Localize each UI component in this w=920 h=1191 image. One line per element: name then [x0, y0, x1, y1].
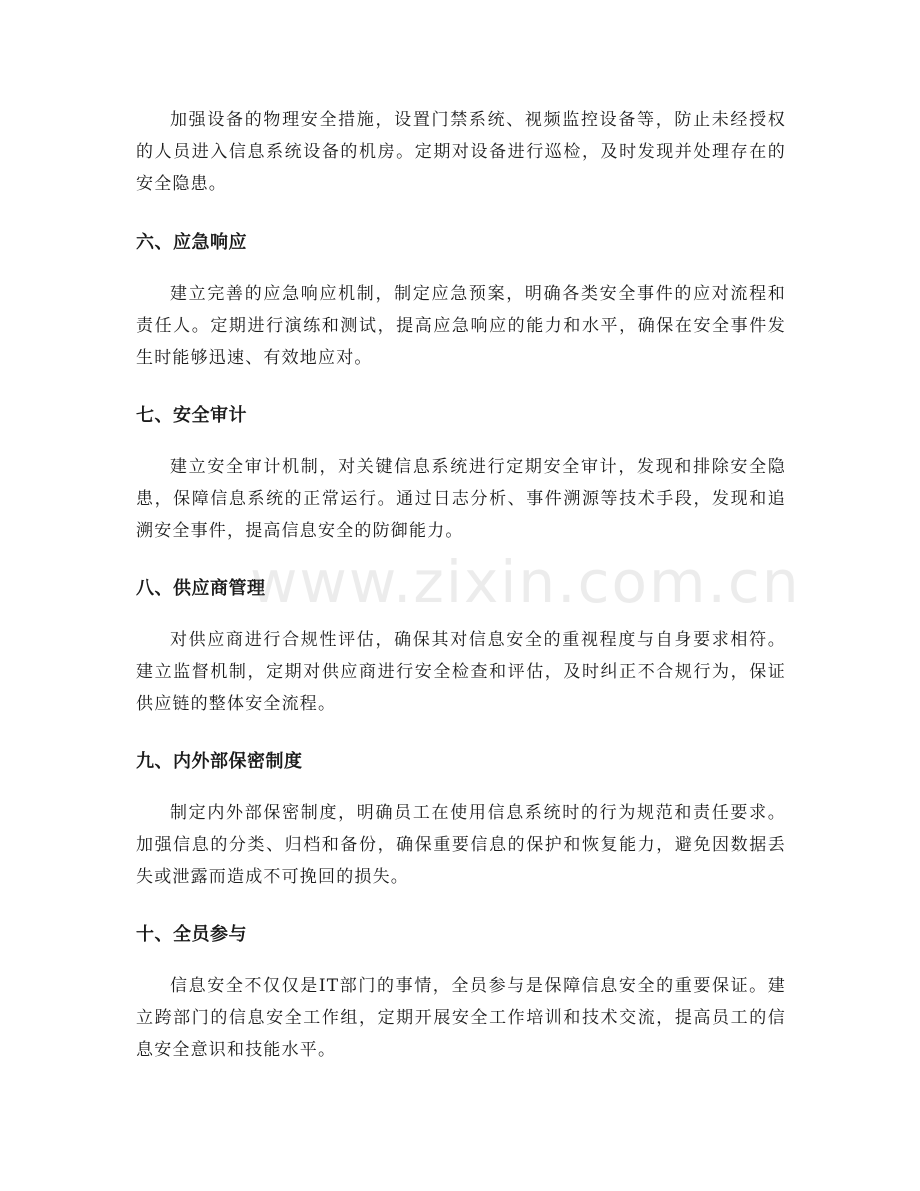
watermark: www.zixin.com.cn — [250, 548, 801, 616]
section-heading-6: 六、应急响应 — [136, 232, 247, 253]
section-heading-7: 七、安全审计 — [136, 405, 247, 426]
section-heading-9: 九、内外部保密制度 — [136, 751, 303, 772]
section-body-9: 制定内外部保密制度，明确员工在使用信息系统时的行为规范和责任要求。加强信息的分类、归档和备份，确保重要信息的保护和恢复能力，避免因数据丢失或泄露而造成不可挽回的损失。 — [136, 803, 786, 887]
section-heading-8: 八、供应商管理 — [136, 578, 266, 599]
intro-paragraph: 加强设备的物理安全措施，设置门禁系统、视频监控设备等，防止未经授权的人员进入信息系统设备的机房。定期对设备进行巡检，及时发现并处理存在的安全隐患。 — [136, 110, 786, 194]
section-body-10: 信息安全不仅仅是IT部门的事情，全员参与是保障信息安全的重要保证。建立跨部门的信息安全工作组，定期开展安全工作培训和技术交流，提高员工的信息安全意识和技能水平。 — [136, 976, 786, 1060]
section-body-6: 建立完善的应急响应机制，制定应急预案，明确各类安全事件的应对流程和责任人。定期进行演练和测试，提高应急响应的能力和水平，确保在安全事件发生时能够迅速、有效地应对。 — [136, 284, 786, 368]
section-heading-10: 十、全员参与 — [136, 924, 247, 945]
section-body-7: 建立安全审计机制，对关键信息系统进行定期安全审计，发现和排除安全隐患，保障信息系统的正常运行。通过日志分析、事件溯源等技术手段，发现和追溯安全事件，提高信息安全的防御能力。 — [136, 457, 786, 541]
section-body-8: 对供应商进行合规性评估，确保其对信息安全的重视程度与自身要求相符。建立监督机制，定期对供应商进行安全检查和评估，及时纠正不合规行为，保证供应链的整体安全流程。 — [136, 630, 786, 714]
